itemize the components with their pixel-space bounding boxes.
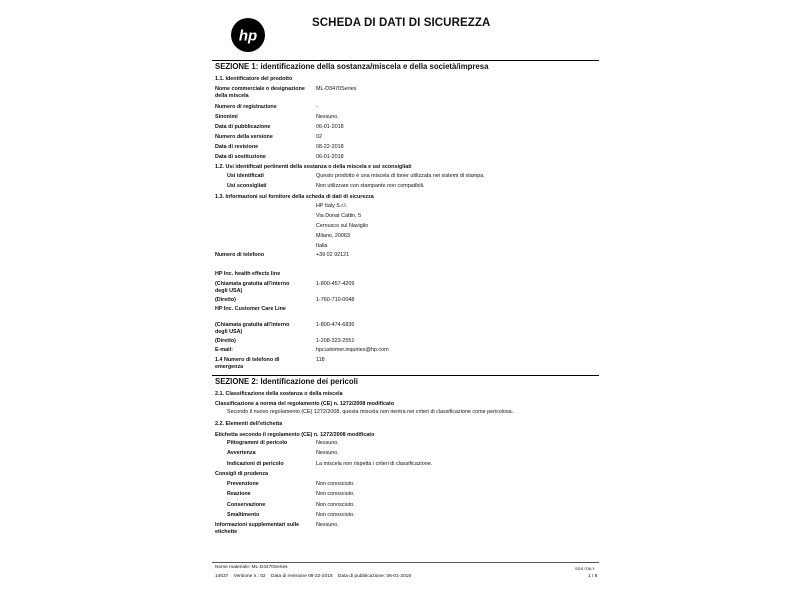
s1-2-heading: 1.2. Usi identificati pertinenti della sostanza o della miscela e usi sconsigliati (215, 164, 412, 170)
label-version: Numero della versione (215, 134, 273, 140)
address-line: Milano, 20063 (316, 233, 350, 239)
label-disposal: Smaltimento (227, 512, 260, 518)
label-prevention: Prevenzione (227, 481, 259, 487)
hp-logo-text: hp (238, 27, 258, 45)
footer-material: Nome materiale: ML-D3470Series (215, 565, 288, 570)
value-prevention: Non conosciuto. (316, 481, 355, 487)
value-direct-2: 1-208-323-2551 (316, 338, 355, 344)
label-elements-title: Etichetta secondo il regolamento (CE) n. 1272/2008 modificato (215, 432, 375, 438)
section1-rule (212, 60, 599, 61)
label-health-line: HP Inc. health effects line (215, 271, 281, 277)
value-storage: Non conosciuto. (316, 502, 355, 508)
address-line: HP Italy S.r.l. (316, 203, 348, 209)
label-response: Reazione (227, 491, 251, 497)
value-direct-1: 1-760-710-0048 (316, 297, 355, 303)
address-line: Italia (316, 243, 328, 249)
value-hazard-statements: La miscela non rispetta i criteri di classificazione. (316, 461, 433, 467)
footer-ids: 14637 Versione n.: 02 Data di revisione 08-22-2018 Data di pubblicazione: 06-01-2018 (215, 574, 412, 579)
label-registration: Numero di registrazione (215, 104, 277, 110)
classification-text: Secondo il nuovo regolamento (CE) 1272/2008, questa miscela non rientra nei criteri di classificazione come pericolosa. (227, 409, 514, 415)
label-customer-care: HP Inc. Customer Care Line (215, 306, 286, 312)
value-supplemental-info: Nessuno. (316, 522, 339, 528)
label-publication-date: Data di pubblicazione (215, 124, 271, 130)
label-direct-2: (Diretto) (215, 338, 236, 344)
value-supersede-date: 06-01-2018 (316, 154, 344, 160)
label-emergency-phone: 1.4 Numero di telefono di emergenza (215, 357, 280, 371)
label-tollfree-2: (Chiamata gratuita all'interno degli USA) (215, 322, 290, 336)
s1-1-heading: 1.1. Identificatore del prodotto (215, 76, 293, 82)
value-trade-name: ML-D3470Series (316, 86, 357, 92)
label-tollfree-1: (Chiamata gratuita all'interno degli USA) (215, 281, 290, 295)
value-response: Non conosciuto. (316, 491, 355, 497)
address-line: Via Donat Cattin, 5 (316, 213, 362, 219)
value-phone: +39 02 92121 (316, 252, 350, 258)
label-signal-word: Avvertenza (227, 450, 256, 456)
label-supersede-date: Data di sostituzione (215, 154, 266, 160)
value-identified-uses: Questo prodotto è una miscela di toner utilizzata nei sistemi di stampa. (316, 173, 485, 179)
footer-page-number: 1 / 8 (588, 574, 598, 579)
value-publication-date: 06-01-2018 (316, 124, 344, 130)
value-registration: - (316, 104, 318, 110)
classification-title: Classificazione a norma del regolamento (CE) n. 1272/2008 modificato (215, 401, 395, 407)
label-direct-1: (Diretto) (215, 297, 236, 303)
prudence-title: Consigli di prudenza (215, 471, 269, 477)
label-storage: Conservazione (227, 502, 266, 508)
value-pictograms: Nessuno. (316, 440, 339, 446)
label-email: E-mail: (215, 347, 233, 353)
label-phone: Numero di telefono (215, 252, 265, 258)
section1-title: SEZIONE 1: identificazione della sostanza/miscela e della società/impresa (215, 62, 489, 71)
value-synonyms: Nessuno. (316, 114, 339, 120)
value-version: 02 (316, 134, 322, 140)
label-revision-date: Data di revisione (215, 144, 259, 150)
value-disposal: Non conosciuto. (316, 512, 355, 518)
label-supplemental-info: Informazioni supplementari sulle etichette (215, 522, 300, 536)
value-revision-date: 08-22-2018 (316, 144, 344, 150)
value-signal-word: Nessuno. (316, 450, 339, 456)
value-tollfree-2: 1-800-474-6836 (316, 322, 355, 328)
footer-lang: SDS ITALY (575, 566, 595, 571)
label-uses-advised-against: Usi sconsigliati (227, 183, 267, 189)
hp-logo (231, 18, 265, 52)
value-email: hpcustomer.inquiries@hp.com (316, 347, 389, 353)
label-synonyms: Sinonimi (215, 114, 238, 120)
s2-2-heading: 2.2. Elementi dell'etichetta (215, 421, 283, 427)
address-line: Cernusco sul Naviglio (316, 223, 369, 229)
label-hazard-statements: Indicazioni di pericolo (227, 461, 284, 467)
value-tollfree-1: 1-800-457-4209 (316, 281, 355, 287)
document-title: SCHEDA DI DATI DI SICUREZZA (312, 17, 491, 29)
label-pictograms: Pittogrammi di pericolo (227, 440, 288, 446)
value-uses-advised-against: Non utilizzare con stampante non compatibili. (316, 183, 425, 189)
label-trade-name: Nome commerciale o designazione della miscela (215, 86, 305, 100)
section2-rule (212, 375, 599, 376)
section2-title: SEZIONE 2: Identificazione dei pericoli (215, 377, 358, 386)
s1-3-heading: 1.3. Informazioni sul fornitore della scheda di dati di sicurezza (215, 194, 374, 200)
label-identified-uses: Usi identificati (227, 173, 264, 179)
footer-rule (212, 562, 599, 563)
s2-1-heading: 2.1. Classificazione della sostanza o della miscela (215, 391, 343, 397)
value-emergency-phone: 118 (316, 357, 325, 363)
